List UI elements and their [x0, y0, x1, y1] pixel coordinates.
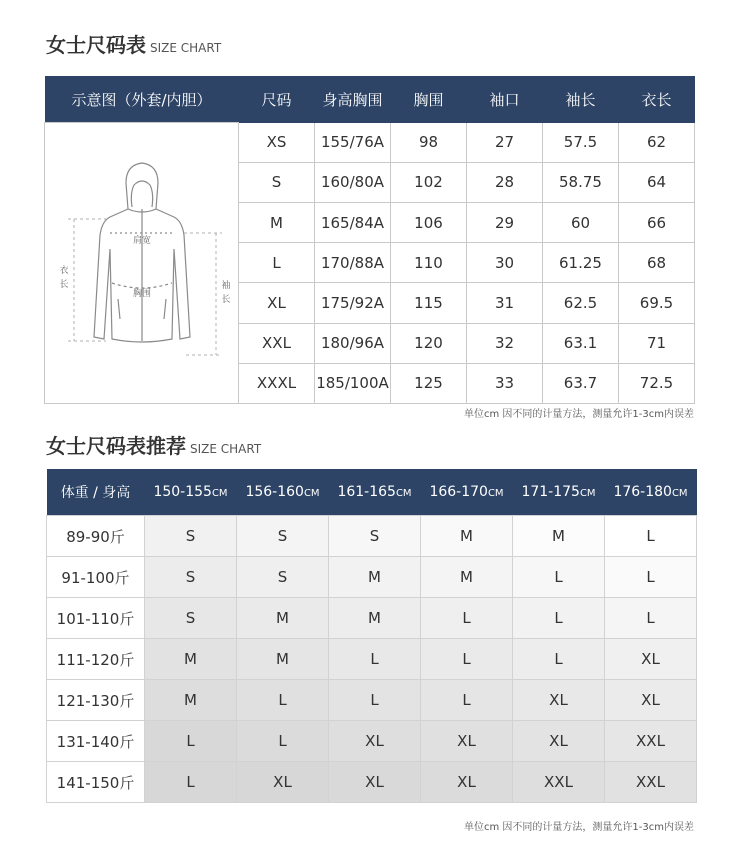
cuff-cell: 29	[467, 202, 543, 242]
length-cell: 72.5	[619, 363, 695, 403]
sleeve-length-cell: 61.25	[543, 243, 619, 283]
recommended-size-cell: M	[421, 516, 513, 557]
weight-row	[47, 598, 697, 639]
weight-range-cell: 101-110斤	[47, 598, 145, 639]
size-row	[45, 123, 695, 163]
recommended-size-cell: M	[145, 680, 237, 721]
recommended-size-cell: L	[605, 557, 697, 598]
recommended-size-cell: L	[329, 639, 421, 680]
jacket-outline-icon	[46, 123, 238, 399]
size-cell: XXL	[239, 323, 315, 363]
header-cuff: 袖口	[467, 76, 543, 123]
header-weight-height: 体重 / 身高	[47, 469, 145, 516]
header-height-range	[605, 469, 697, 516]
recommended-size-cell: L	[145, 762, 237, 803]
recommended-size-cell: XXL	[605, 762, 697, 803]
recommended-size-cell: XL	[513, 721, 605, 762]
weight-range-cell: 121-130斤	[47, 680, 145, 721]
height-range-label: 161-165	[337, 484, 396, 500]
size-cell: L	[239, 243, 315, 283]
recommended-size-cell: M	[145, 639, 237, 680]
size-recommendation-table	[46, 469, 697, 803]
weight-range-cell: 89-90斤	[47, 516, 145, 557]
recommended-size-cell: L	[605, 598, 697, 639]
height-bust-cell: 165/84A	[315, 202, 391, 242]
chest-cell: 125	[391, 363, 467, 403]
sleeve-length-cell: 57.5	[543, 123, 619, 163]
recommended-size-cell: L	[513, 557, 605, 598]
recommended-size-cell: M	[329, 557, 421, 598]
cuff-cell: 27	[467, 123, 543, 163]
weight-row	[47, 762, 697, 803]
height-range-label: 166-170	[429, 484, 488, 500]
recommendation-header-row	[47, 469, 697, 516]
length-cell: 69.5	[619, 283, 695, 323]
recommended-size-cell: XL	[605, 639, 697, 680]
height-unit-label: CM	[671, 488, 688, 499]
weight-row	[47, 639, 697, 680]
height-range-label: 156-160	[245, 484, 304, 500]
recommended-size-cell: M	[237, 598, 329, 639]
recommended-size-cell: L	[329, 680, 421, 721]
chest-cell: 115	[391, 283, 467, 323]
recommended-size-cell: L	[421, 598, 513, 639]
weight-range-cell: 131-140斤	[47, 721, 145, 762]
recommended-size-cell: L	[513, 639, 605, 680]
recommended-size-cell: M	[237, 639, 329, 680]
recommended-size-cell: M	[513, 516, 605, 557]
height-unit-label: CM	[303, 488, 320, 499]
height-bust-cell: 185/100A	[315, 363, 391, 403]
height-bust-cell: 160/80A	[315, 162, 391, 202]
chest-cell: 120	[391, 323, 467, 363]
height-bust-cell: 155/76A	[315, 123, 391, 163]
size-cell: XXXL	[239, 363, 315, 403]
recommended-size-cell: XXL	[605, 721, 697, 762]
size-chart-table	[44, 76, 695, 404]
recommended-size-cell: XL	[329, 762, 421, 803]
sleeve-length-cell: 60	[543, 202, 619, 242]
recommended-size-cell: XL	[421, 721, 513, 762]
measurement-note: 单位cm 因不同的计量方法，测量允许1-3cm内误差	[464, 822, 694, 833]
recommended-size-cell: L	[237, 680, 329, 721]
cuff-cell: 31	[467, 283, 543, 323]
size-chart-title-zh: 女士尺码表	[46, 33, 146, 57]
size-recommendation-title	[46, 430, 261, 459]
chest-cell: 106	[391, 202, 467, 242]
recommended-size-cell: S	[145, 516, 237, 557]
sleeve-length-cell: 63.1	[543, 323, 619, 363]
recommended-size-cell: L	[605, 516, 697, 557]
header-chest: 胸围	[391, 76, 467, 123]
height-bust-cell: 170/88A	[315, 243, 391, 283]
header-size: 尺码	[239, 76, 315, 123]
header-sleeve-length: 袖长	[543, 76, 619, 123]
size-chart-title	[46, 29, 221, 58]
recommended-size-cell: XL	[329, 721, 421, 762]
header-diagram: 示意图（外套/内胆）	[45, 76, 239, 123]
recommended-size-cell: S	[237, 557, 329, 598]
cuff-cell: 32	[467, 323, 543, 363]
header-height-bust: 身高胸围	[315, 76, 391, 123]
length-cell: 71	[619, 323, 695, 363]
cuff-cell: 30	[467, 243, 543, 283]
recommended-size-cell: S	[145, 557, 237, 598]
weight-range-cell: 111-120斤	[47, 639, 145, 680]
sleeve-length-cell: 58.75	[543, 162, 619, 202]
size-recommendation-title-en: SIZE CHART	[190, 442, 262, 456]
measurement-note: 单位cm 因不同的计量方法，测量允许1-3cm内误差	[464, 409, 694, 420]
height-bust-cell: 175/92A	[315, 283, 391, 323]
recommended-size-cell: S	[329, 516, 421, 557]
sleeve-label-2: 长	[220, 295, 231, 305]
size-cell: S	[239, 162, 315, 202]
recommended-size-cell: L	[145, 721, 237, 762]
recommended-size-cell: XL	[605, 680, 697, 721]
chest-label: 胸围	[132, 289, 151, 299]
length-cell: 64	[619, 162, 695, 202]
height-range-label: 176-180	[613, 484, 672, 500]
length-cell: 62	[619, 123, 695, 163]
jacket-diagram	[45, 123, 239, 404]
recommended-size-cell: L	[421, 680, 513, 721]
size-chart-title-en: SIZE CHART	[150, 41, 222, 55]
height-range-label: 150-155	[153, 484, 212, 500]
weight-row	[47, 557, 697, 598]
recommended-size-cell: XL	[513, 680, 605, 721]
weight-range-cell: 91-100斤	[47, 557, 145, 598]
header-height-range	[329, 469, 421, 516]
size-cell: XL	[239, 283, 315, 323]
recommended-size-cell: XXL	[513, 762, 605, 803]
weight-row	[47, 680, 697, 721]
header-height-range	[145, 469, 237, 516]
height-unit-label: CM	[395, 488, 412, 499]
height-range-label: 171-175	[521, 484, 580, 500]
recommended-size-cell: L	[237, 721, 329, 762]
length-cell: 66	[619, 202, 695, 242]
length-label-1: 衣	[58, 266, 69, 276]
length-label-2: 长	[58, 280, 69, 290]
chest-cell: 102	[391, 162, 467, 202]
recommended-size-cell: L	[421, 639, 513, 680]
recommended-size-cell: L	[513, 598, 605, 639]
weight-row	[47, 516, 697, 557]
sleeve-label-1: 袖	[220, 281, 231, 291]
size-recommendation-title-zh: 女士尺码表推荐	[46, 434, 186, 458]
chest-cell: 98	[391, 123, 467, 163]
recommended-size-cell: XL	[237, 762, 329, 803]
recommended-size-cell: S	[145, 598, 237, 639]
size-cell: XS	[239, 123, 315, 163]
weight-range-cell: 141-150斤	[47, 762, 145, 803]
header-height-range	[421, 469, 513, 516]
cuff-cell: 28	[467, 162, 543, 202]
length-cell: 68	[619, 243, 695, 283]
size-chart-header-row	[45, 76, 695, 123]
shoulder-label: 肩宽	[132, 236, 151, 246]
header-height-range	[237, 469, 329, 516]
recommended-size-cell: S	[237, 516, 329, 557]
chest-cell: 110	[391, 243, 467, 283]
header-length: 衣长	[619, 76, 695, 123]
size-cell: M	[239, 202, 315, 242]
weight-row	[47, 721, 697, 762]
height-bust-cell: 180/96A	[315, 323, 391, 363]
header-height-range	[513, 469, 605, 516]
recommended-size-cell: M	[329, 598, 421, 639]
sleeve-length-cell: 62.5	[543, 283, 619, 323]
height-unit-label: CM	[579, 488, 596, 499]
recommended-size-cell: XL	[421, 762, 513, 803]
height-unit-label: CM	[211, 488, 228, 499]
cuff-cell: 33	[467, 363, 543, 403]
height-unit-label: CM	[487, 488, 504, 499]
recommended-size-cell: M	[421, 557, 513, 598]
sleeve-length-cell: 63.7	[543, 363, 619, 403]
